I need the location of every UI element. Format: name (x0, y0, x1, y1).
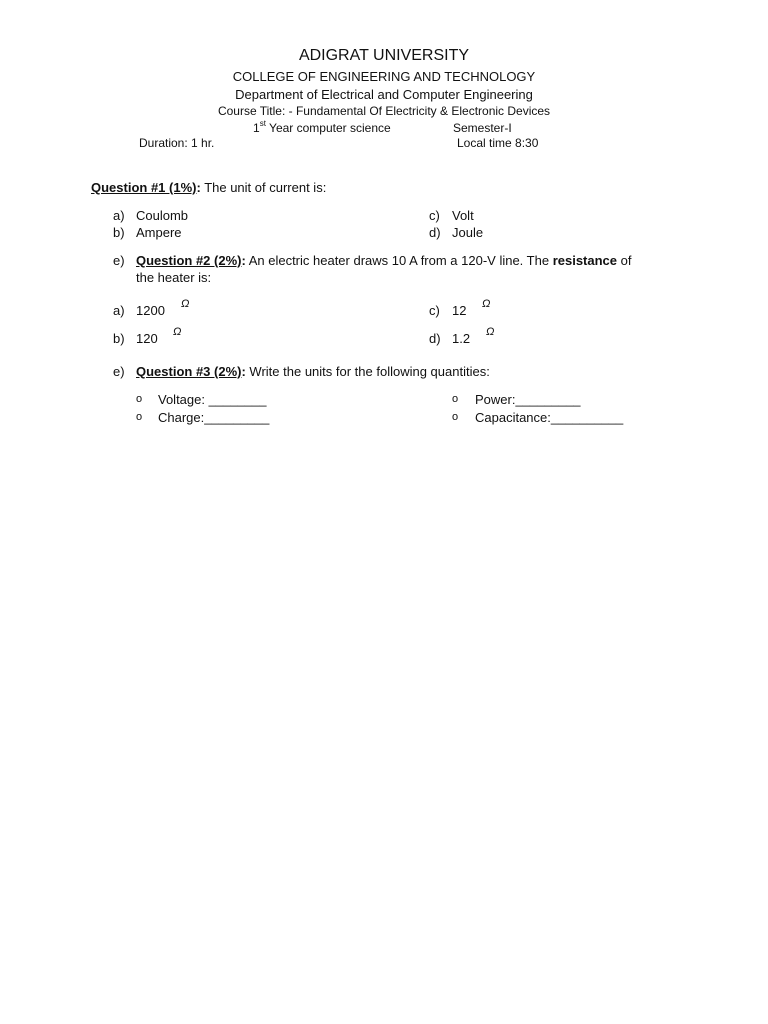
question-3 (136, 364, 490, 379)
q2-option-b-text: 120 (136, 331, 158, 346)
bullet-icon: o (136, 411, 143, 423)
bullet-icon: o (136, 393, 143, 405)
q2-option-c: c) (429, 303, 440, 318)
year-text: Year computer science (265, 121, 391, 135)
q1-option-b (113, 225, 125, 240)
college-name: COLLEGE OF ENGINEERING AND TECHNOLOGY (232, 69, 536, 84)
ohm-icon: Ω (181, 298, 190, 310)
bullet-icon: o (452, 393, 459, 405)
question-2-text-after: of (617, 253, 632, 268)
year-info (253, 121, 391, 135)
question-3-label: Question #3 (2%) (136, 364, 242, 379)
question-1 (91, 180, 326, 195)
q1-option-c-text: Volt (452, 208, 474, 223)
question-1-text: The unit of current is: (200, 180, 327, 195)
question-1-colon: : (196, 180, 201, 195)
q1-option-a-text: Coulomb (136, 208, 189, 223)
q2-option-c-text: 12 (452, 303, 467, 318)
option-letter: c) (429, 208, 440, 223)
ohm-icon: Ω (486, 326, 495, 338)
q3-item-charge: Charge:_________ (158, 410, 270, 425)
duration: Duration: 1 hr. (139, 136, 215, 150)
course-title: Course Title: - Fundamental Of Electricity & Electronic Devices (217, 104, 551, 118)
ohm-icon: Ω (482, 298, 491, 310)
option-letter: a) (113, 208, 125, 223)
option-letter: d) (429, 225, 441, 240)
q1-option-b-text: Ampere (136, 225, 182, 240)
q1-option-c (429, 208, 440, 223)
question-2-marker: e) (113, 253, 125, 268)
option-letter: b) (113, 225, 125, 240)
question-2 (136, 253, 631, 268)
q1-option-d (429, 225, 441, 240)
q2-option-b: b) (113, 331, 125, 346)
question-2-line2: the heater is: (136, 270, 212, 285)
question-1-label: Question #1 (1%) (91, 180, 197, 195)
year-ordinal: st (259, 119, 266, 128)
question-3-marker: e) (113, 364, 125, 379)
q2-option-d: d) (429, 331, 441, 346)
q2-option-d-text: 1.2 (452, 331, 471, 346)
local-time: Local time 8:30 (457, 136, 539, 150)
ohm-icon: Ω (173, 326, 182, 338)
question-3-text: Write the units for the following quantities: (245, 364, 490, 379)
q2-option-a: a) (113, 303, 125, 318)
question-2-bold-word: resistance (552, 253, 618, 268)
university-title: ADIGRAT UNIVERSITY (298, 47, 470, 64)
question-2-colon: : (241, 253, 246, 268)
question-3-colon: : (241, 364, 246, 379)
semester: Semester-I (453, 121, 512, 135)
q3-item-voltage: Voltage: ________ (158, 392, 267, 407)
year-number: 1 (253, 121, 260, 135)
q3-item-power: Power:_________ (475, 392, 581, 407)
question-2-text: An electric heater draws 10 A from a 120-V line. The (245, 253, 553, 268)
department-name: Department of Electrical and Computer Engineering (235, 87, 533, 102)
q2-option-a-text: 1200 (136, 303, 165, 318)
q3-item-capacitance: Capacitance:__________ (475, 410, 624, 425)
question-2-label: Question #2 (2%) (136, 253, 242, 268)
q1-option-a (113, 208, 125, 223)
q1-option-d-text: Joule (452, 225, 484, 240)
bullet-icon: o (452, 411, 459, 423)
